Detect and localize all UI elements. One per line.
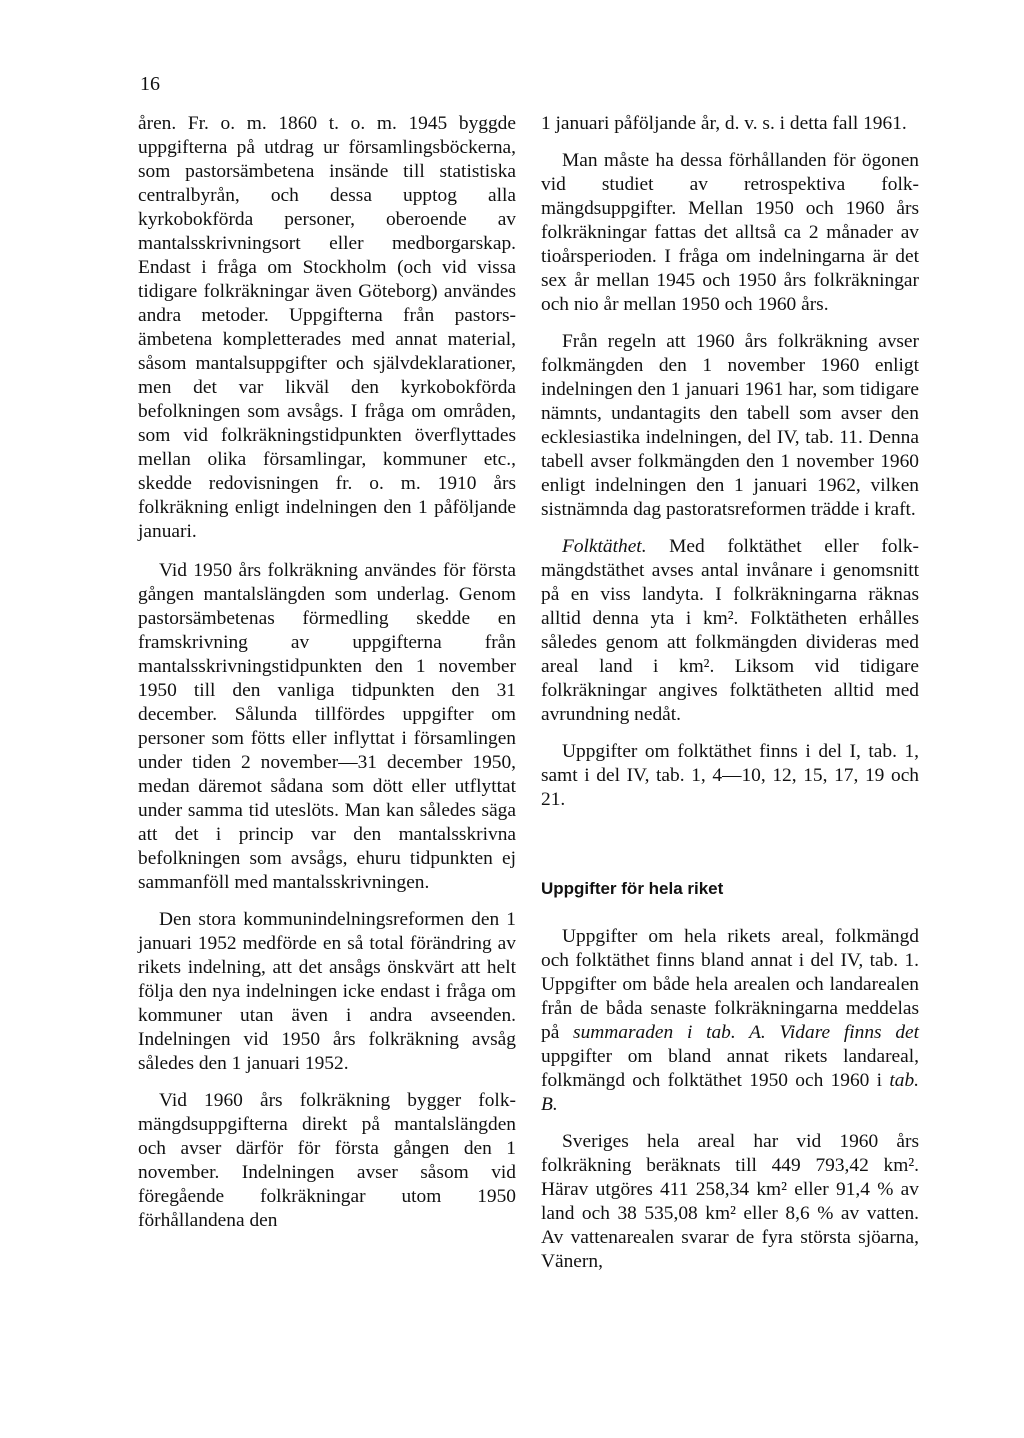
right-column bbox=[541, 112, 919, 1274]
left-paragraph-3: Den stora kommunindelningsreformen den 1 januari 1952 medförde en så total förändring av rikets indelning, att det ansågs önskvärt att helt följa den nya indelningen icke endast i fråga om kommuner utan även i andra avseenden. Indelningen vid 1950 års folkräkning avsåg således den 1 januari 1952. bbox=[138, 909, 516, 1074]
left-paragraph-2: Vid 1950 års folkräkning användes för första gången mantalslängden som underlag. Genom pastorsämbetenas förmedling skedde en framskrivning av uppgifterna från mantalsskrivningstidpunkten den 1 november 1950 till den vanliga tidpunkten den 31 december. Sålunda tillfördes uppgifter om personer som fötts eller inflyttat i församlingen under tiden 2 november—31 december 1950, medan däremot sådana som dött eller utflyttat under samma tid uteslöts. Man kan således säga att det i princip var den mantalsskrivna befolkningen som avsågs, ehuru tidpunkten ej sammanföll med mantalsskrivningen. bbox=[138, 560, 516, 893]
right-paragraph-6-emphasis-2: tab. B. bbox=[541, 1070, 919, 1115]
right-paragraph-4-text: Med folktäthet eller folkmängdstäthet avses antal invånare i genomsnitt på en viss landyta. I folkräkningarna räknas alltid denna yta i km². Folktätheten erhålles således genom att folkmängden divideras med areal land i km². Liksom vid tidigare folkräkningar angives folktätheten alltid med avrundning nedåt. bbox=[541, 536, 919, 725]
left-column bbox=[138, 112, 516, 1233]
right-paragraph-6-emphasis-1: summaraden i tab. A. Vidare finns det bbox=[573, 1022, 920, 1043]
term-folktathet: Folktäthet. bbox=[562, 536, 647, 557]
left-paragraph-1: åren. Fr. o. m. 1860 t. o. m. 1945 byggde uppgifterna på utdrag ur församlingsböckerna, som pastorsämbetena insände till statistiska centralbyrån, och dessa upptog alla kyrkobokförda personer, oberoende av mantalsskrivningsort eller medborgarskap. Endast i fråga om Stockholm (och vid vissa tidigare folkräkningar även Göteborg) användes andra metoder. Uppgifterna från pastorsämbetena kompletterades med annat material, såsom mantalsuppgifter och självdeklarationer, men det var likväl den kyrkobokförda befolkningen som avsågs. I fråga om områden, som vid folkräkningstidpunkten överflyttades mellan olika församlingar, kommuner etc., skedde redovisningen fr. o. m. 1910 års folkräkning enligt indelningen den 1 påföljande januari. bbox=[138, 113, 516, 542]
right-paragraph-6 bbox=[541, 925, 919, 1117]
right-paragraph-6-part-b: uppgifter om bland annat rikets landareal, folkmängd och folktäthet 1950 och 1960 i bbox=[541, 1046, 919, 1091]
section-heading: Uppgifter för hela riket bbox=[541, 879, 724, 898]
page-number: 16 bbox=[140, 73, 160, 95]
right-paragraph-6-part-a: Uppgifter om hela rikets areal, folkmängd och folktäthet finns bland annat i del IV, tab. 1. Uppgifter om både hela arealen och landarealen från de båda senaste folkräkningarna meddelas på bbox=[541, 926, 919, 1043]
right-paragraph-2: Man måste ha dessa förhållanden för ögonen vid studiet av retrospektiva folkmängdsuppgifter. Mellan 1950 och 1960 års folkräkningar fattas det alltså ca 2 månader av tioårsperioden. I fråga om indelningarna är det sex år mellan 1945 och 1950 års folkräkningar och nio år mellan 1950 och 1960 års. bbox=[541, 150, 919, 315]
right-paragraph-3: Från regeln att 1960 års folkräkning avser folkmängden den 1 november 1960 enligt indelningen den 1 januari 1961 har, som tidigare nämnts, undantagits den tabell som avser den ecklesiastika indelningen, del IV, tab. 11. Denna tabell avser folkmängden den 1 november 1960 enligt indelningen den 1 januari 1962, vilken sistnämnda dag pastoratsreformen trädde i kraft. bbox=[541, 331, 919, 520]
right-paragraph-1: 1 januari påföljande år, d. v. s. i detta fall 1961. bbox=[541, 113, 907, 134]
left-paragraph-4: Vid 1960 års folkräkning bygger folkmängdsuppgifterna direkt på mantalslängden och avser därför för första gången den 1 november. Indelningen avser såsom vid föregående folkräkningar utom 1950 förhållandena den bbox=[138, 1090, 516, 1231]
right-paragraph-5: Uppgifter om folktäthet finns i del I, tab. 1, samt i del IV, tab. 1, 4—10, 12, 15, 17, 19 och 21. bbox=[541, 741, 919, 810]
right-paragraph-4 bbox=[541, 535, 919, 727]
right-paragraph-7: Sveriges hela areal har vid 1960 års folkräkning beräknats till 449 793,42 km². Härav utgöres 411 258,34 km² eller 91,4 % av land och 38 535,08 km² eller 8,6 % av vatten. Av vattenarealen svarar de fyra största sjöarna, Vänern, bbox=[541, 1131, 919, 1272]
